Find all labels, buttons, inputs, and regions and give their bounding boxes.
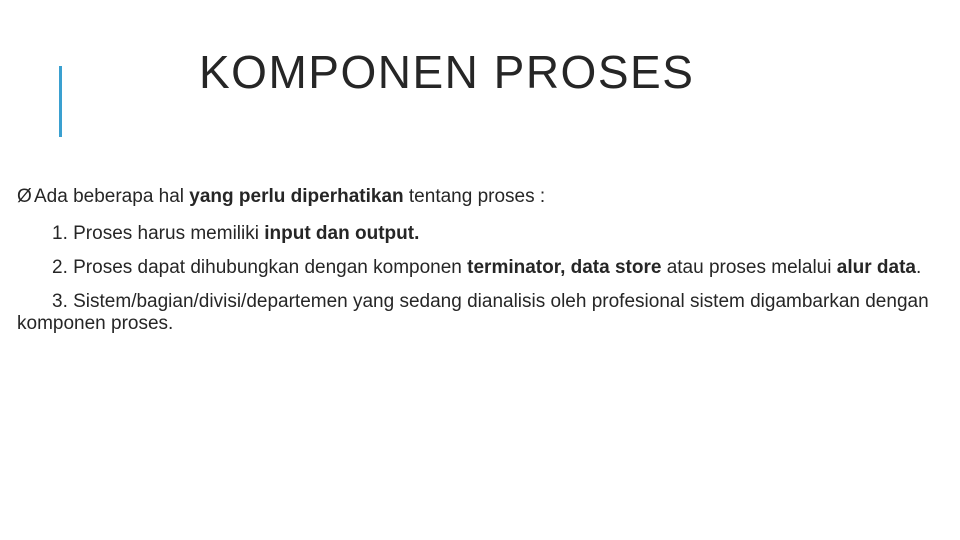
item-1-text: 1. Proses harus memiliki [52,223,265,244]
intro-text-2: tentang proses : [403,186,546,207]
intro-bullet [17,186,960,208]
item-1-bold: input dan output. [264,223,420,244]
item-2-bold-2: alur data [836,257,916,278]
item-2-text-1: 2. Proses dapat dihubungkan dengan komponen [52,257,468,278]
list-item-1 [17,223,960,245]
list-item-2 [17,257,960,279]
item-3-text: 3. Sistem/bagian/divisi/departemen yang sedang dianalisis oleh profesional sistem digambarkan dengan komponen proses. [17,291,929,334]
slide-title: KOMPONEN PROSES [199,46,695,98]
item-2-bold-1: terminator, data store [467,257,662,278]
item-2-text-2: atau proses melalui [661,257,837,278]
list-item-3 [17,291,960,335]
item-2-text-3: . [915,257,922,278]
slide-body [17,186,960,347]
title-accent-bar [59,66,62,137]
arrow-bullet-icon: Ø [17,186,32,207]
intro-text-1: Ada beberapa hal [34,186,190,207]
intro-text-bold: yang perlu diperhatikan [189,186,404,207]
